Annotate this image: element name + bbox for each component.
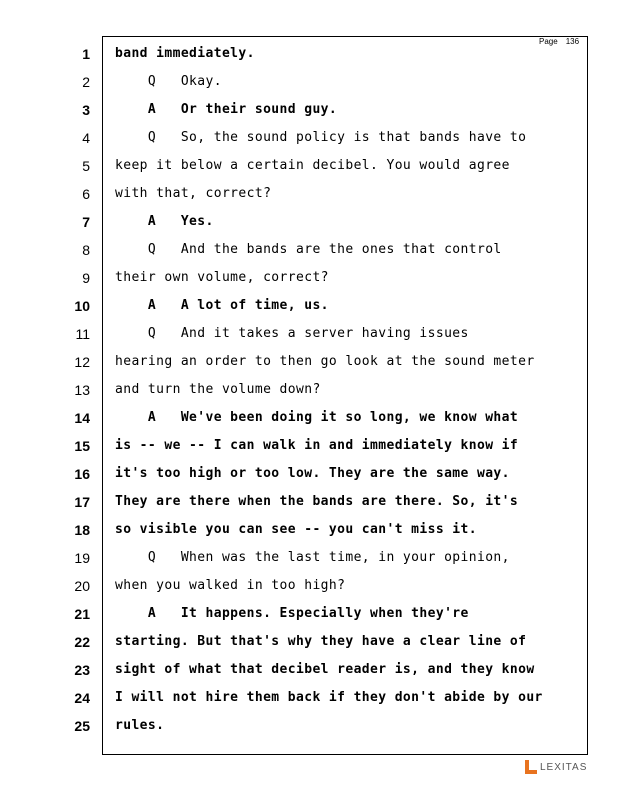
line-number: 7 <box>82 214 90 230</box>
transcript-line-text: A Yes. <box>115 214 214 229</box>
line-number: 2 <box>82 74 90 90</box>
transcript-line-text: I will not hire them back if they don't abide by our <box>115 690 543 705</box>
line-number: 8 <box>82 242 90 258</box>
transcript-line-text: A Or their sound guy. <box>115 102 338 117</box>
line-number: 21 <box>74 606 90 622</box>
line-number: 11 <box>75 326 90 342</box>
line-number: 24 <box>74 690 90 706</box>
transcript-line-text: Q So, the sound policy is that bands have to <box>115 130 527 145</box>
line-number: 14 <box>74 410 90 426</box>
transcript-line-text: rules. <box>115 718 165 733</box>
transcript-line-text: A A lot of time, us. <box>115 298 329 313</box>
line-number: 18 <box>74 522 90 538</box>
transcript-line-text: Q And it takes a server having issues <box>115 326 469 341</box>
line-number: 22 <box>74 634 90 650</box>
transcript-line-text: so visible you can see -- you can't miss it. <box>115 522 477 537</box>
line-number: 16 <box>74 466 90 482</box>
line-number: 6 <box>82 186 90 202</box>
line-number: 4 <box>82 130 90 146</box>
line-number: 5 <box>82 158 90 174</box>
page-number: 136 <box>565 37 580 46</box>
line-number: 15 <box>74 438 90 454</box>
transcript-line-text: when you walked in too high? <box>115 578 346 593</box>
transcript-line-text: A We've been doing it so long, we know what <box>115 410 519 425</box>
line-number: 25 <box>74 718 90 734</box>
line-number: 13 <box>74 382 90 398</box>
transcript-line-text: Q Okay. <box>115 74 222 89</box>
line-number: 17 <box>74 494 90 510</box>
line-number: 1 <box>82 46 90 62</box>
line-number: 3 <box>82 102 90 118</box>
transcript-line-text: keep it below a certain decibel. You would agree <box>115 158 510 173</box>
lexitas-logo-text: LEXITAS <box>540 761 588 773</box>
line-number: 19 <box>74 550 90 566</box>
transcript-line-text: Q And the bands are the ones that control <box>115 242 502 257</box>
transcript-line-text: sight of what that decibel reader is, and they know <box>115 662 535 677</box>
transcript-line-text: band immediately. <box>115 46 255 61</box>
transcript-line-text: A It happens. Especially when they're <box>115 606 469 621</box>
transcript-line-text: it's too high or too low. They are the same way. <box>115 466 510 481</box>
transcript-line-text: starting. But that's why they have a clear line of <box>115 634 527 649</box>
transcript-line-text: Q When was the last time, in your opinion, <box>115 550 510 565</box>
transcript-line-text: is -- we -- I can walk in and immediately know if <box>115 438 519 453</box>
line-number: 9 <box>82 270 90 286</box>
page-word: Page <box>539 37 558 46</box>
line-number: 10 <box>74 298 90 314</box>
transcript-line-text: their own volume, correct? <box>115 270 329 285</box>
lexitas-logo-icon <box>525 760 537 774</box>
transcript-line-text: and turn the volume down? <box>115 382 321 397</box>
page-number-label <box>539 37 579 46</box>
line-number: 12 <box>74 354 90 370</box>
line-number: 23 <box>74 662 90 678</box>
transcript-line-text: with that, correct? <box>115 186 272 201</box>
line-number: 20 <box>74 578 90 594</box>
transcript-line-text: hearing an order to then go look at the sound meter <box>115 354 535 369</box>
transcript-line-text: They are there when the bands are there. So, it's <box>115 494 519 509</box>
lexitas-logo <box>525 758 587 776</box>
